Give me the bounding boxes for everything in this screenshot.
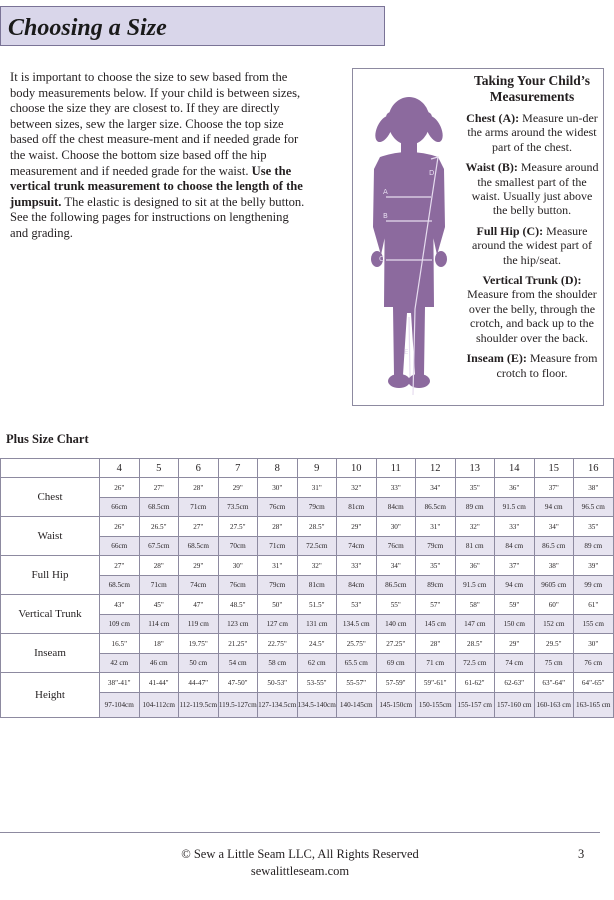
cm-value-cell: 134.5-140cm <box>297 693 337 718</box>
inch-value-cell: 51.5" <box>297 595 337 615</box>
inch-value-cell: 50-53" <box>258 673 298 693</box>
measurement-instructions <box>465 73 599 386</box>
size-column-header: 11 <box>376 459 416 478</box>
size-column-header: 10 <box>337 459 377 478</box>
inch-value-cell: 34" <box>376 556 416 576</box>
inch-value-cell: 29" <box>495 634 535 654</box>
measurement-label: Chest (A): <box>466 111 520 125</box>
cm-value-cell: 79cm <box>258 576 298 595</box>
measurement-text: Measure from the shoulder over the belly, through the crotch, and back up to the shoulder over the back. <box>467 287 597 345</box>
inch-value-cell: 60" <box>534 595 574 615</box>
size-chart-table <box>0 458 614 718</box>
cm-value-cell: 62 cm <box>297 654 337 673</box>
measurement-text: Measure around the smallest part of the waist. Usually just above the belly button. <box>471 160 599 218</box>
inch-value-cell: 26" <box>100 478 140 498</box>
inch-value-cell: 61-62" <box>455 673 495 693</box>
footer-divider <box>0 832 600 833</box>
inch-value-cell: 27" <box>100 556 140 576</box>
inch-value-cell: 59" <box>495 595 535 615</box>
page-title: Choosing a Size <box>8 15 167 41</box>
row-label: Height <box>1 673 100 718</box>
inch-value-cell: 28" <box>139 556 179 576</box>
size-header-row <box>1 459 614 478</box>
measurement-item-chest <box>465 111 599 154</box>
cm-value-cell: 68.5cm <box>100 576 140 595</box>
inch-value-cell: 32" <box>337 478 377 498</box>
page-number: 3 <box>578 847 585 861</box>
cm-value-cell: 94 cm <box>495 576 535 595</box>
inch-value-cell: 50" <box>258 595 298 615</box>
measurement-label: Vertical Trunk (D): <box>482 273 582 288</box>
inch-value-cell: 41-44" <box>139 673 179 693</box>
size-column-header: 5 <box>139 459 179 478</box>
cm-value-cell: 131 cm <box>297 615 337 634</box>
cm-value-cell: 84 cm <box>495 537 535 556</box>
inch-value-cell: 39" <box>574 556 614 576</box>
cm-value-cell: 81cm <box>297 576 337 595</box>
inch-value-cell: 28.5" <box>297 517 337 537</box>
inch-value-cell: 61" <box>574 595 614 615</box>
cm-value-cell: 114 cm <box>139 615 179 634</box>
cm-value-cell: 76cm <box>218 576 258 595</box>
inch-value-cell: 30" <box>218 556 258 576</box>
cm-value-cell: 76 cm <box>574 654 614 673</box>
inch-value-cell: 35" <box>455 478 495 498</box>
cm-value-cell: 74cm <box>179 576 219 595</box>
cm-value-cell: 145 cm <box>416 615 456 634</box>
cm-value-cell: 155 cm <box>574 615 614 634</box>
measurement-label: Full Hip (C): <box>476 223 544 238</box>
inch-value-cell: 19.75" <box>179 634 219 654</box>
figure-label-e: E <box>404 348 409 356</box>
measurements-box <box>352 68 604 406</box>
inch-value-cell: 30" <box>574 634 614 654</box>
cm-value-cell: 155-157 cm <box>455 693 495 718</box>
cm-value-cell: 123 cm <box>218 615 258 634</box>
size-column-header: 9 <box>297 459 337 478</box>
cm-value-cell: 160-163 cm <box>534 693 574 718</box>
size-column-header: 4 <box>100 459 140 478</box>
intro-paragraph <box>10 70 305 242</box>
cm-value-cell: 150-155cm <box>416 693 456 718</box>
cm-value-cell: 42 cm <box>100 654 140 673</box>
cm-value-cell: 69 cm <box>376 654 416 673</box>
cm-value-cell: 81 cm <box>455 537 495 556</box>
cm-value-cell: 68.5cm <box>179 537 219 556</box>
row-label: Waist <box>1 517 100 556</box>
cm-value-cell: 79cm <box>297 498 337 517</box>
inch-value-cell: 28.5" <box>455 634 495 654</box>
cm-value-cell: 119.5-127cm <box>218 693 258 718</box>
figure-label-d: D <box>429 169 435 177</box>
cm-value-cell: 147 cm <box>455 615 495 634</box>
cm-value-cell: 76cm <box>376 537 416 556</box>
inch-value-cell: 29" <box>179 556 219 576</box>
inch-value-cell: 35" <box>574 517 614 537</box>
inch-value-cell: 38" <box>534 556 574 576</box>
cm-value-cell: 84cm <box>337 576 377 595</box>
cm-value-cell: 150 cm <box>495 615 535 634</box>
size-column-header: 12 <box>416 459 456 478</box>
inch-value-cell: 57" <box>416 595 456 615</box>
inch-value-cell: 26.5" <box>139 517 179 537</box>
footer-website: sewalittleseam.com <box>250 864 350 878</box>
measurement-text: Measure around the widest part of the hip/seat. <box>472 223 592 267</box>
inch-value-cell: 28" <box>179 478 219 498</box>
inch-value-cell: 36" <box>495 478 535 498</box>
measurement-item-waist <box>465 160 599 218</box>
inch-value-cell: 34" <box>534 517 574 537</box>
inch-value-cell: 25.75" <box>337 634 377 654</box>
intro-text-2: The elastic is designed to sit at the belly button. See the following pages for instructions on lengthening and grading. <box>10 194 305 240</box>
cm-value-cell: 119 cm <box>179 615 219 634</box>
cm-value-cell: 75 cm <box>534 654 574 673</box>
cm-value-cell: 66cm <box>100 537 140 556</box>
cm-value-cell: 97-104cm <box>100 693 140 718</box>
table-row <box>1 556 614 576</box>
inch-value-cell: 27" <box>139 478 179 498</box>
cm-value-cell: 67.5cm <box>139 537 179 556</box>
cm-value-cell: 9605 cm <box>534 576 574 595</box>
figure-label-a: A <box>383 188 388 196</box>
cm-value-cell: 89 cm <box>574 537 614 556</box>
inch-value-cell: 28" <box>258 517 298 537</box>
cm-value-cell: 74cm <box>337 537 377 556</box>
inch-value-cell: 31" <box>297 478 337 498</box>
inch-value-cell: 64"-65" <box>574 673 614 693</box>
cm-value-cell: 73.5cm <box>218 498 258 517</box>
cm-value-cell: 145-150cm <box>376 693 416 718</box>
cm-value-cell: 112-119.5cm <box>179 693 219 718</box>
cm-value-cell: 79cm <box>416 537 456 556</box>
inch-value-cell: 29" <box>337 517 377 537</box>
measurement-label: Waist (B): <box>465 160 518 175</box>
cm-value-cell: 140-145cm <box>337 693 377 718</box>
measurement-text: Measure from crotch to floor. <box>496 351 598 380</box>
inch-value-cell: 38"-41" <box>100 673 140 693</box>
cm-value-cell: 86.5cm <box>416 498 456 517</box>
cm-value-cell: 81cm <box>337 498 377 517</box>
inch-value-cell: 47" <box>179 595 219 615</box>
measurement-item-vertical-trunk <box>465 273 599 345</box>
inch-value-cell: 33" <box>495 517 535 537</box>
inch-value-cell: 35" <box>416 556 456 576</box>
cm-value-cell: 76cm <box>258 498 298 517</box>
measurement-item-inseam <box>465 351 599 380</box>
inch-value-cell: 38" <box>574 478 614 498</box>
inch-value-cell: 36" <box>455 556 495 576</box>
cm-value-cell: 70cm <box>218 537 258 556</box>
cm-value-cell: 134.5 cm <box>337 615 377 634</box>
size-chart-title: Plus Size Chart <box>6 432 89 446</box>
cm-value-cell: 71 cm <box>416 654 456 673</box>
cm-value-cell: 163-165 cm <box>574 693 614 718</box>
inch-value-cell: 32" <box>455 517 495 537</box>
cm-value-cell: 68.5cm <box>139 498 179 517</box>
cm-value-cell: 140 cm <box>376 615 416 634</box>
inch-value-cell: 47-50" <box>218 673 258 693</box>
inch-value-cell: 53-55" <box>297 673 337 693</box>
size-column-header: 6 <box>179 459 219 478</box>
cm-value-cell: 65.5 cm <box>337 654 377 673</box>
inch-value-cell: 55-57" <box>337 673 377 693</box>
inch-value-cell: 31" <box>416 517 456 537</box>
inch-value-cell: 45" <box>139 595 179 615</box>
size-column-header: 13 <box>455 459 495 478</box>
cm-value-cell: 127-134.5cm <box>258 693 298 718</box>
inch-value-cell: 37" <box>534 478 574 498</box>
cm-value-cell: 72.5cm <box>297 537 337 556</box>
figure-label-c: C <box>379 255 384 263</box>
corner-cell <box>1 459 100 478</box>
inch-value-cell: 58" <box>455 595 495 615</box>
table-row <box>1 673 614 693</box>
cm-value-cell: 66cm <box>100 498 140 517</box>
row-label: Vertical Trunk <box>1 595 100 634</box>
inch-value-cell: 48.5" <box>218 595 258 615</box>
table-row <box>1 595 614 615</box>
cm-value-cell: 86.5 cm <box>534 537 574 556</box>
size-column-header: 16 <box>574 459 614 478</box>
cm-value-cell: 71cm <box>258 537 298 556</box>
inch-value-cell: 62-63" <box>495 673 535 693</box>
cm-value-cell: 86.5cm <box>376 576 416 595</box>
inch-value-cell: 29.5" <box>534 634 574 654</box>
inch-value-cell: 31" <box>258 556 298 576</box>
inch-value-cell: 53" <box>337 595 377 615</box>
measurement-item-hip <box>465 224 599 267</box>
inch-value-cell: 21.25" <box>218 634 258 654</box>
inch-value-cell: 32" <box>297 556 337 576</box>
cm-value-cell: 89 cm <box>455 498 495 517</box>
intro-text-1: It is important to choose the size to sew based from the body measurements below. If your child is between sizes, choose the size they are closest to. If they are directly between sizes, sew the larger size. Choose the top size based off the chest measure-ment and if needed grade for the waist. Choose the bottom size based off the hip measurement and if needed grade for the waist. <box>10 70 301 178</box>
inch-value-cell: 59"-61" <box>416 673 456 693</box>
size-column-header: 14 <box>495 459 535 478</box>
inch-value-cell: 43" <box>100 595 140 615</box>
cm-value-cell: 71cm <box>179 498 219 517</box>
cm-value-cell: 99 cm <box>574 576 614 595</box>
inch-value-cell: 63"-64" <box>534 673 574 693</box>
row-label: Inseam <box>1 634 100 673</box>
inch-value-cell: 33" <box>376 478 416 498</box>
inch-value-cell: 33" <box>337 556 377 576</box>
title-bar <box>0 6 385 46</box>
inch-value-cell: 22.75" <box>258 634 298 654</box>
inch-value-cell: 37" <box>495 556 535 576</box>
measurement-label: Inseam (E): <box>466 351 527 366</box>
inch-value-cell: 57-59" <box>376 673 416 693</box>
size-column-header: 7 <box>218 459 258 478</box>
cm-value-cell: 74 cm <box>495 654 535 673</box>
inch-value-cell: 27.25" <box>376 634 416 654</box>
cm-value-cell: 127 cm <box>258 615 298 634</box>
row-label: Full Hip <box>1 556 100 595</box>
measurements-heading: Taking Your Child’s Measurements <box>473 73 591 104</box>
cm-value-cell: 152 cm <box>534 615 574 634</box>
table-row <box>1 478 614 498</box>
inch-value-cell: 44-47" <box>179 673 219 693</box>
inch-value-cell: 55" <box>376 595 416 615</box>
inch-value-cell: 27" <box>179 517 219 537</box>
cm-value-cell: 50 cm <box>179 654 219 673</box>
cm-value-cell: 94 cm <box>534 498 574 517</box>
measurement-text: Measure un-der the arms around the widest part of the chest. <box>467 111 598 154</box>
inch-value-cell: 30" <box>376 517 416 537</box>
cm-value-cell: 54 cm <box>218 654 258 673</box>
inch-value-cell: 16.5" <box>100 634 140 654</box>
inch-value-cell: 24.5" <box>297 634 337 654</box>
inch-value-cell: 34" <box>416 478 456 498</box>
size-column-header: 8 <box>258 459 298 478</box>
table-row <box>1 634 614 654</box>
child-figure-illustration <box>353 77 465 402</box>
figure-label-b: B <box>383 212 388 220</box>
cm-value-cell: 91.5 cm <box>455 576 495 595</box>
cm-value-cell: 109 cm <box>100 615 140 634</box>
cm-value-cell: 72.5 cm <box>455 654 495 673</box>
size-column-header: 15 <box>534 459 574 478</box>
table-row <box>1 517 614 537</box>
cm-value-cell: 71cm <box>139 576 179 595</box>
footer-copyright: © Sew a Little Seam LLC, All Rights Reserved <box>181 847 419 861</box>
inch-value-cell: 29" <box>218 478 258 498</box>
row-label: Chest <box>1 478 100 517</box>
cm-value-cell: 96.5 cm <box>574 498 614 517</box>
inch-value-cell: 30" <box>258 478 298 498</box>
cm-value-cell: 84cm <box>376 498 416 517</box>
cm-value-cell: 46 cm <box>139 654 179 673</box>
inch-value-cell: 26" <box>100 517 140 537</box>
inch-value-cell: 27.5" <box>218 517 258 537</box>
cm-value-cell: 91.5 cm <box>495 498 535 517</box>
cm-value-cell: 58 cm <box>258 654 298 673</box>
cm-value-cell: 89cm <box>416 576 456 595</box>
cm-value-cell: 157-160 cm <box>495 693 535 718</box>
inch-value-cell: 18" <box>139 634 179 654</box>
cm-value-cell: 104-112cm <box>139 693 179 718</box>
intro-bold-text: Use the vertical trunk measurement to choose the length of the jumpsuit. <box>10 163 303 209</box>
inch-value-cell: 28" <box>416 634 456 654</box>
